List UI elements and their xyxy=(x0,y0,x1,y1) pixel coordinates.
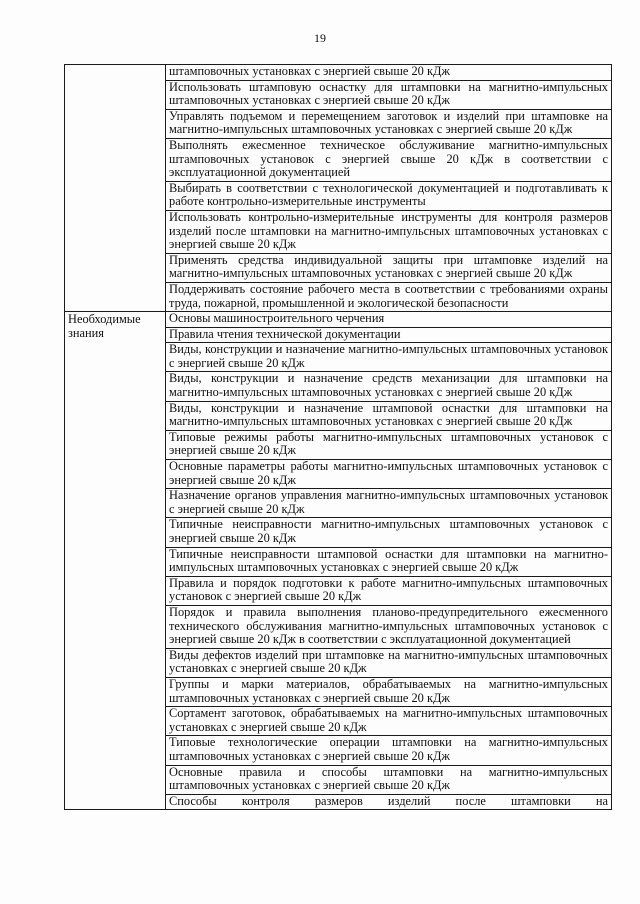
table-cell-text: Основные правила и способы штамповки на магнитно-импульсных штамповочных установках с энергией свыше 20 кДж xyxy=(166,765,612,794)
table-cell-text: штамповочных установках с энергией свыше 20 кДж xyxy=(166,65,612,81)
table-cell-text: Виды дефектов изделий при штамповке на магнитно-импульсных штамповочных установках с энергией свыше 20 кДж xyxy=(166,648,612,677)
table-cell-text: Использовать штамповую оснастку для штамповки на магнитно-импульсных штамповочных установках с энергией свыше 20 кДж xyxy=(166,80,612,109)
table-cell-text: Типовые технологические операции штамповки на магнитно-импульсных штамповочных установках с энергией свыше 20 кДж xyxy=(166,736,612,765)
table-cell-text: Виды, конструкции и назначение магнитно-импульсных штамповочных установок с энергией свыше 20 кДж xyxy=(166,343,612,372)
table-cell-text: Типичные неисправности магнитно-импульсных штамповочных установок с энергией свыше 20 кДж xyxy=(166,518,612,547)
table-cell-text: Сортамент заготовок, обрабатываемых на магнитно-импульсных штамповочных установках с энергией свыше 20 кДж xyxy=(166,707,612,736)
table-cell-text: Выполнять ежесменное техническое обслуживание магнитно-импульсных штамповочных установок с энергией свыше 20 кДж в соответствии с эксплуатационной документацией xyxy=(166,138,612,181)
table-cell-text: Правила чтения технической документации xyxy=(166,327,612,343)
table-cell-text: Виды, конструкции и назначение средств механизации для штамповки на магнитно-импульсных штамповочных установках с энергией свыше 20 кДж xyxy=(166,372,612,401)
table-row xyxy=(65,65,612,81)
table-cell-text: Группы и марки материалов, обрабатываемых на магнитно-импульсных штамповочных установках с энергией свыше 20 кДж xyxy=(166,677,612,706)
table-cell-text: Порядок и правила выполнения планово-предупредительного ежесменного технического обслуживания магнитно-импульсных штамповочных установок с энергией свыше 20 кДж в соответствии с эксплуатационной документацией xyxy=(166,605,612,648)
table-cell-text: Поддерживать состояние рабочего места в соответствии с требованиями охраны труда, пожарной, промышленной и экологической безопасности xyxy=(166,282,612,311)
requirements-table-body xyxy=(65,65,612,810)
table-cell-text: Управлять подъемом и перемещением заготовок и изделий при штамповке на магнитно-импульсных штамповочных установках с энергией свыше 20 кДж xyxy=(166,109,612,138)
knowledge-label-cell xyxy=(65,312,166,810)
table-row xyxy=(65,312,612,328)
table-cell-text: Правила и порядок подготовки к работе магнитно-импульсных штамповочных установок с энергией свыше 20 кДж xyxy=(166,576,612,605)
table-cell-text: Основные параметры работы магнитно-импульсных штамповочных установок с энергией свыше 20 кДж xyxy=(166,460,612,489)
table-cell-text: Назначение органов управления магнитно-импульсных штамповочных установок с энергией свыше 20 кДж xyxy=(166,489,612,518)
table-cell-text: Типовые режимы работы магнитно-импульсных штамповочных установок с энергией свыше 20 кДж xyxy=(166,430,612,459)
requirements-table xyxy=(64,64,612,810)
table-cell-text: Виды, конструкции и назначение штамповой оснастки для штамповки на магнитно-импульсных штамповочных установках с энергией свыше 20 кДж xyxy=(166,401,612,430)
table-cell-text: Использовать контрольно-измерительные инструменты для контроля размеров изделий после штамповки на магнитно-импульсных штамповочных установках с энергией свыше 20 кДж xyxy=(166,210,612,253)
table-cell-text: Основы машиностроительного черчения xyxy=(166,312,612,328)
table-cell-text: Применять средства индивидуальной защиты при штамповке изделий на магнитно-импульсных штамповочных установках с энергией свыше 20 кДж xyxy=(166,253,612,282)
table-cell-text: Способы контроля размеров изделий после штамповки на xyxy=(166,794,612,810)
skills-label-cell xyxy=(65,65,166,312)
table-cell-text: Выбирать в соответствии с технологической документацией и подготавливать к работе контрольно-измерительные инструменты xyxy=(166,181,612,210)
table-cell-text: Типичные неисправности штамповой оснастки для штамповки на магнитно-импульсных штамповочных установках с энергией свыше 20 кДж xyxy=(166,547,612,576)
page-number: 19 xyxy=(314,31,326,45)
knowledge-label: Необходимые знания xyxy=(68,312,141,340)
